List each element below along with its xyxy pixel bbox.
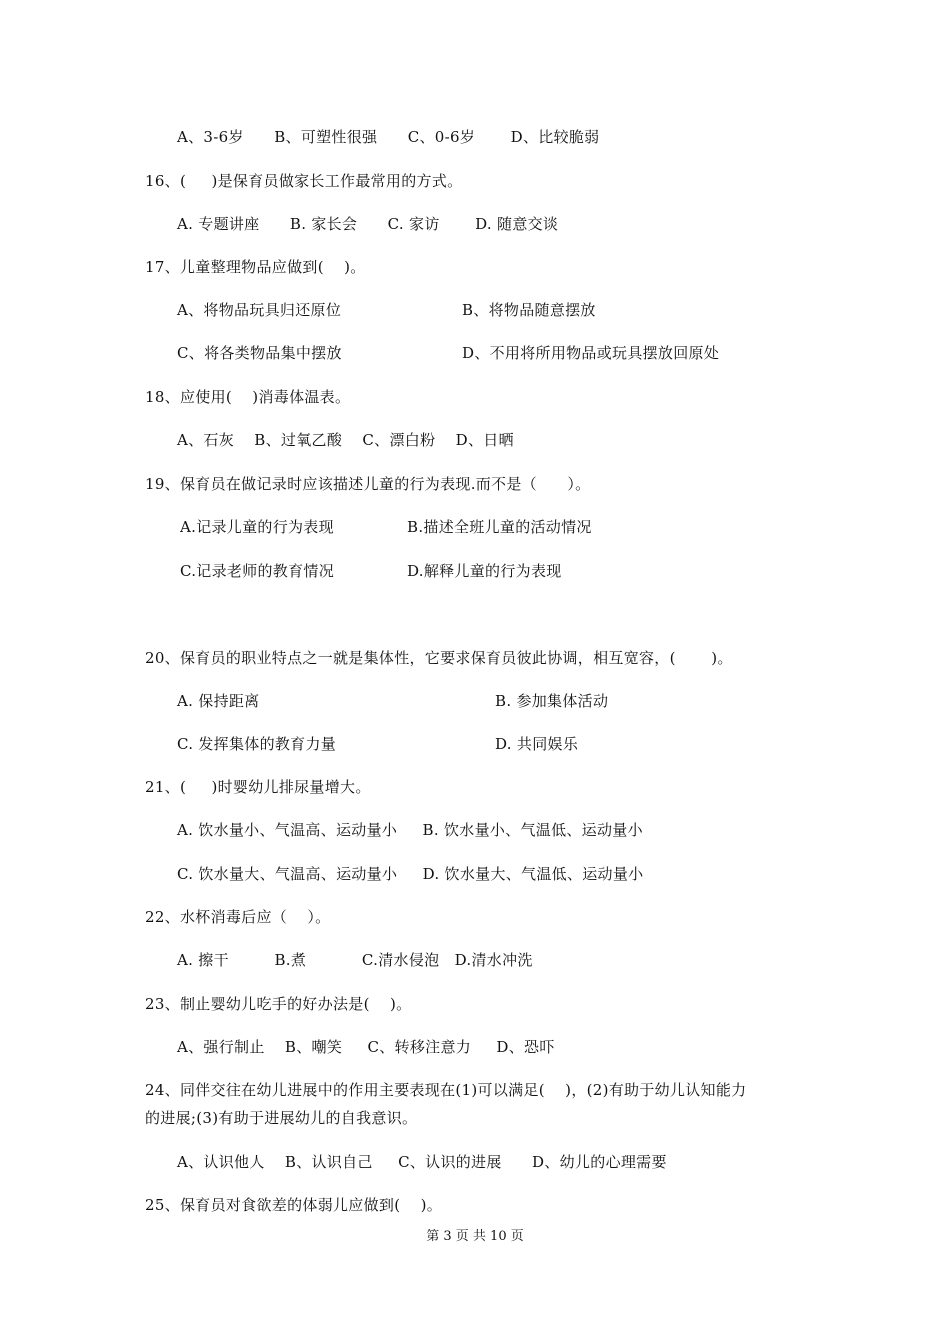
q17-option-b: B、将物品随意摆放 [462, 301, 596, 319]
q19-option-b: B.描述全班儿童的活动情况 [407, 518, 592, 536]
question-24-line-1: 24、同伴交往在幼儿进展中的作用主要表现在(1)可以满足( )，(2)有助于幼儿认知能力 [145, 1081, 747, 1099]
q17-option-a: A、将物品玩具归还原位 [177, 301, 342, 319]
q19-option-c: C.记录老师的教育情况 [180, 562, 335, 580]
question-25: 25、保育员对食欲差的体弱儿应做到( )。 [145, 1196, 443, 1214]
q24-options: A、认识他人 B、认识自己 C、认识的进展 D、幼儿的心理需要 [177, 1153, 667, 1171]
q20-option-c: C. 发挥集体的教育力量 [177, 735, 337, 753]
q20-option-d: D. 共同娱乐 [495, 735, 579, 753]
question-22: 22、水杯消毒后应（ ）。 [145, 908, 331, 926]
q15-options: A、3-6岁 B、可塑性很强 C、0-6岁 D、比较脆弱 [177, 128, 600, 146]
question-23: 23、制止婴幼儿吃手的好办法是( )。 [145, 995, 412, 1013]
question-24-line-2: 的进展;(3)有助于进展幼儿的自我意识。 [145, 1109, 418, 1127]
q16-options: A. 专题讲座 B. 家长会 C. 家访 D. 随意交谈 [177, 215, 559, 233]
page-footer: 第 3 页 共 10 页 [426, 1229, 524, 1244]
q20-option-b: B. 参加集体活动 [495, 692, 609, 710]
question-18: 18、应使用( )消毒体温表。 [145, 388, 351, 406]
q21-options-ab: A. 饮水量小、气温高、运动量小 B. 饮水量小、气温低、运动量小 [177, 821, 643, 839]
q17-option-c: C、将各类物品集中摆放 [177, 344, 342, 362]
q17-option-d: D、不用将所用物品或玩具摆放回原处 [462, 344, 720, 362]
question-21: 21、( )时婴幼儿排尿量增大。 [145, 778, 371, 796]
q23-options: A、强行制止 B、嘲笑 C、转移注意力 D、恐吓 [177, 1038, 555, 1056]
q20-option-a: A. 保持距离 [177, 692, 260, 710]
question-19: 19、保育员在做记录时应该描述儿童的行为表现.而不是（ ）。 [145, 475, 591, 493]
question-20: 20、保育员的职业特点之一就是集体性，它要求保育员彼此协调，相互宽容，( )。 [145, 649, 733, 667]
question-17: 17、儿童整理物品应做到( )。 [145, 258, 366, 276]
q18-options: A、石灰 B、过氧乙酸 C、漂白粉 D、日晒 [177, 431, 514, 449]
q19-option-d: D.解释儿童的行为表现 [407, 562, 562, 580]
q22-options: A. 擦干 B.煮 C.清水侵泡 D.清水冲洗 [177, 951, 533, 969]
question-16: 16、( )是保育员做家长工作最常用的方式。 [145, 172, 463, 190]
q19-option-a: A.记录儿童的行为表现 [180, 518, 334, 536]
q21-options-cd: C. 饮水量大、气温高、运动量小 D. 饮水量大、气温低、运动量小 [177, 865, 644, 883]
